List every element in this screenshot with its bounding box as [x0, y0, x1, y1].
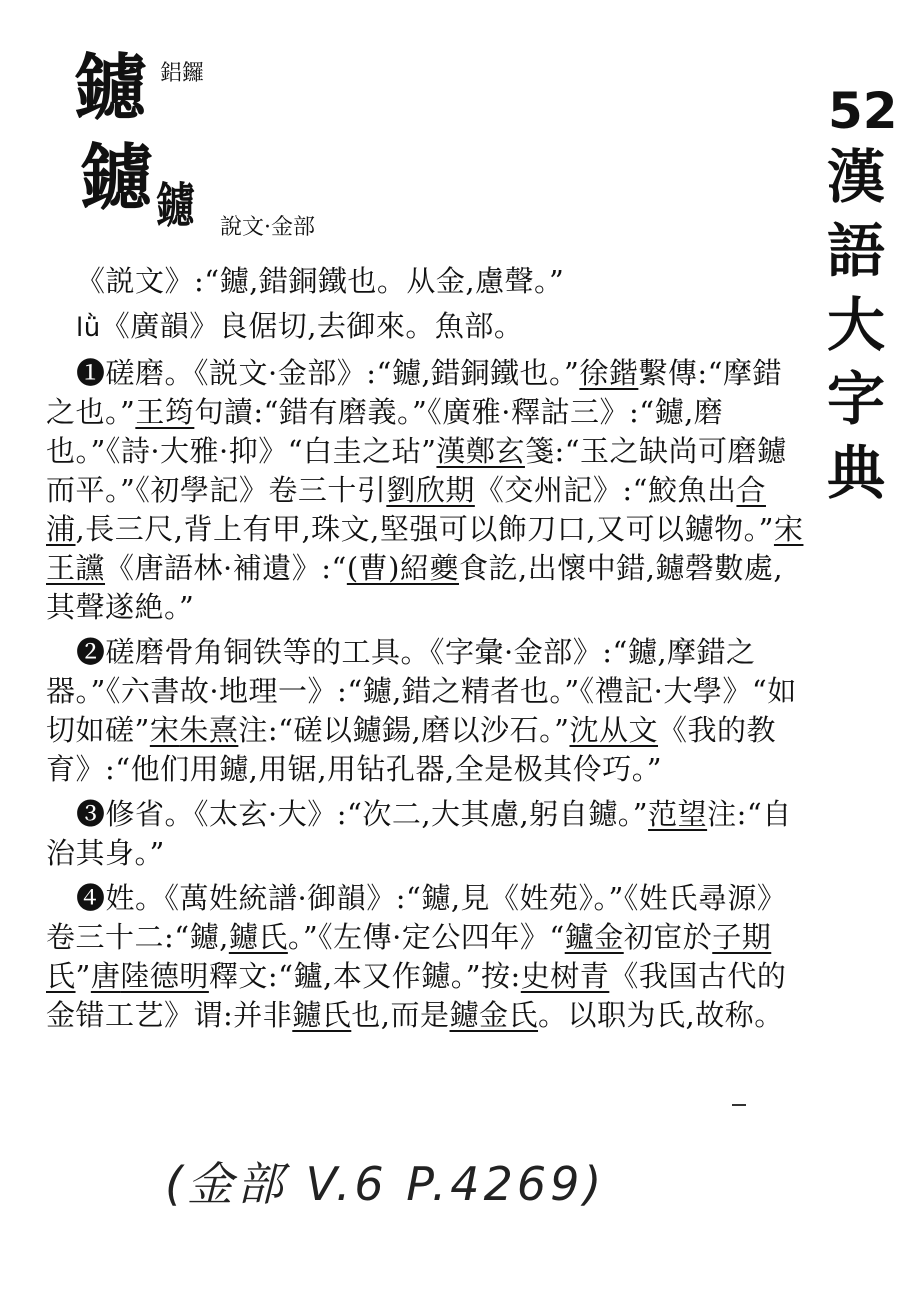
handwritten-reference-note: (金部 V.6 P.4269): [165, 1157, 606, 1211]
proper-name: 鑢金氏: [449, 998, 539, 1032]
title-char: 典: [826, 439, 885, 507]
proper-name: 漢鄭玄: [436, 434, 525, 468]
seal-source-label: 說文·金部: [220, 215, 315, 240]
sense-2: ❷磋磨骨角铜铁等的工具。《字彙·金部》:“鑢,摩錯之器。”《六書故·地理一》:“鑢,錯之精者也。”《禮記·大學》“如切如磋”宋朱熹注:“磋以鑢鍚,磨以沙石。”沈从文《我的教育》:“他们用鑢,用锯,用钻孔器,全是极其伶巧。”: [46, 635, 797, 786]
proper-name: 宋王讜: [46, 512, 804, 585]
proper-name: 宋: [149, 713, 180, 747]
proper-name: 陸德明: [120, 959, 209, 993]
guangyun-reading: 《廣韻》良倨切,去御來。魚部。: [100, 309, 524, 343]
title-char: 字: [826, 365, 885, 433]
dictionary-title: [820, 140, 892, 510]
proper-name: 朱熹: [179, 713, 239, 747]
proper-name: 徐鍇: [579, 356, 639, 390]
proper-name: 鑢氏: [228, 920, 288, 954]
title-char: 大: [826, 291, 885, 359]
proper-name: 范望: [648, 797, 708, 831]
title-char: 漢: [826, 143, 885, 211]
pinyin-mark: lǜ: [76, 313, 101, 343]
proper-name: 王筠: [135, 395, 195, 429]
headword-traditional-form: 鑢: [74, 45, 147, 130]
proper-name: 鑪金: [564, 920, 624, 954]
seal-script-glyph: 鑢: [156, 178, 192, 234]
shuowen-citation: 《説文》:“鑢,錯銅鐵也。从金,慮聲。”: [76, 264, 565, 298]
headword-traditional-note: 鋁鑼: [160, 61, 205, 86]
proper-name: (曹)紹夔: [346, 551, 459, 585]
proper-name: 唐: [90, 959, 121, 993]
proper-name: 子期氏: [46, 920, 772, 993]
proper-name: 劉欣期: [386, 473, 475, 507]
pronunciation-line: [46, 307, 804, 348]
title-char: 語: [826, 217, 885, 285]
proper-name: 史树青: [520, 959, 610, 993]
proper-name: 合浦: [46, 473, 766, 546]
divider-mark: [732, 1104, 746, 1106]
sense-3: ❸修省。《太玄·大》:“次二,大其慮,躬自鑢。”范望注:“自治其身。”: [46, 797, 792, 870]
entry-body: [46, 262, 804, 1041]
proper-name: 沈从文: [569, 713, 659, 747]
headword-main-form: 鑢: [80, 135, 153, 220]
proper-name: 鑢氏: [292, 998, 352, 1032]
sense-4: ❹姓。《萬姓統譜·御韻》:“鑢,見《姓苑》。”《姓氏尋源》卷三十二:“鑢,鑢氏。”《左傳·定公四年》“鑪金初宦於子期氏”唐陸德明釋文:“鑪,本又作鑢。”按:史树青《我国古代的金错工艺》谓:并非鑢氏也,而是鑢金氏。以职为氏,故称。: [46, 881, 787, 1032]
page-number: 52: [828, 82, 898, 140]
sense-1: ❶磋磨。《説文·金部》:“鑢,錯銅鐵也。”徐鍇繫傳:“摩錯之也。”王筠句讀:“錯有磨義。”《廣雅·釋詁三》:“鑢,磨也。”《詩·大雅·抑》“白圭之玷”漢鄭玄箋:“玉之缺尚可磨鑢而平。”《初學記》卷三十引劉欣期《交州記》:“鮫魚出合浦,長三尺,背上有甲,珠文,堅强可以飾刀口,又可以鑢物。”宋王讜《唐語林·補遺》:“(曹)紹夔食訖,出懷中錯,鑢磬數處,其聲遂絶。”: [46, 356, 804, 624]
